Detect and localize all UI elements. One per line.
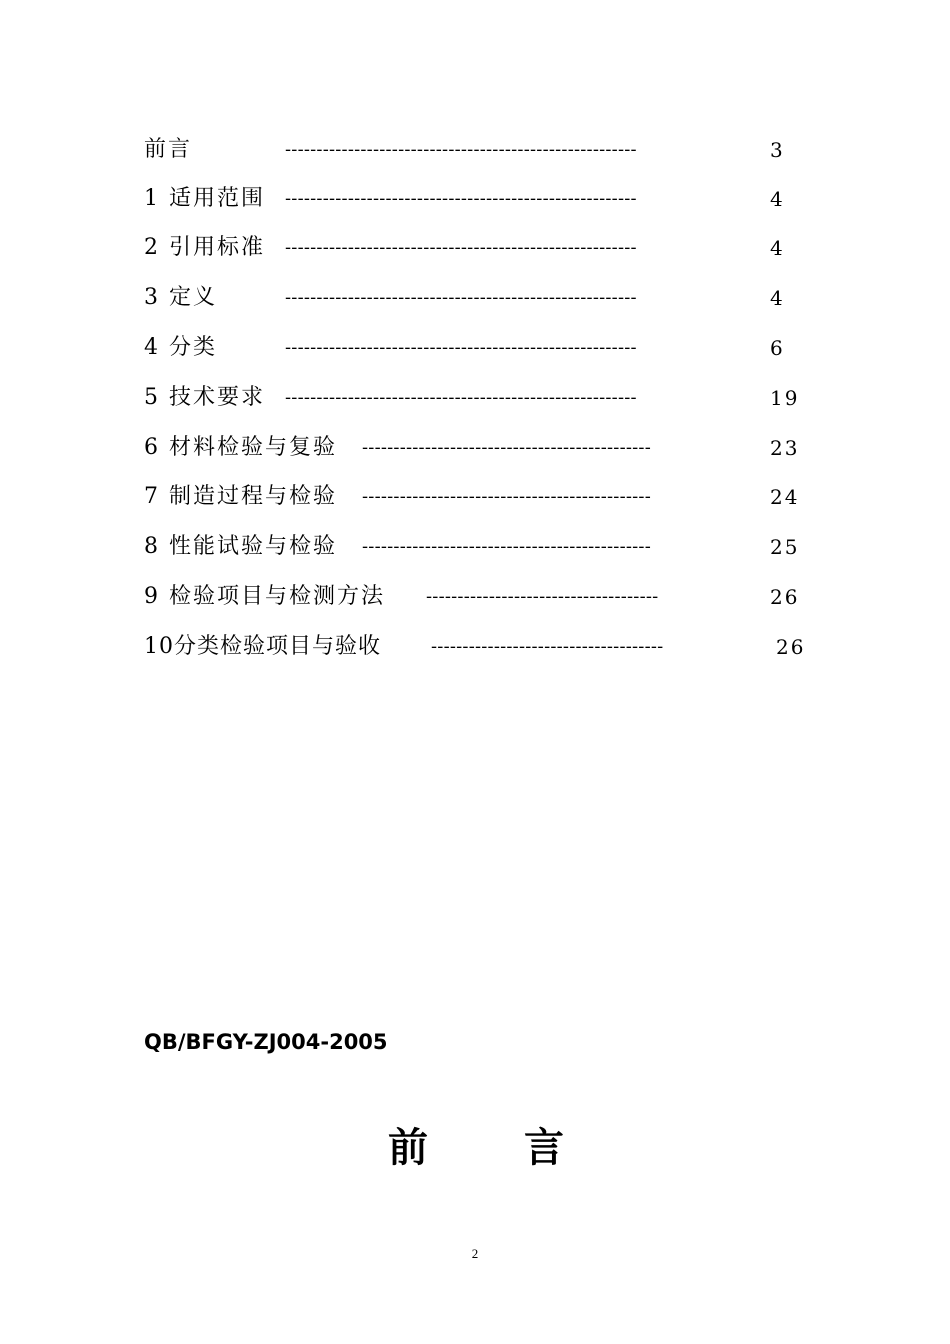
toc-entry-title: 4 分类 bbox=[144, 335, 217, 360]
page-number: 2 bbox=[471, 1246, 479, 1261]
toc-entry-performance-test[interactable] bbox=[0, 527, 950, 567]
toc-entry-inspection-items[interactable] bbox=[0, 577, 950, 617]
toc-leader-dots: ---------------------------------------------- bbox=[362, 486, 651, 507]
toc-entry-title: 8 性能试验与检验 bbox=[144, 534, 337, 559]
toc-entry-page: 26 bbox=[776, 635, 806, 659]
toc-entry-page: 4 bbox=[770, 286, 785, 310]
toc-entry-title: 2 引用标准 bbox=[144, 235, 265, 260]
toc-entry-classification[interactable] bbox=[0, 328, 950, 368]
toc-leader-dots: -------------------------------------------------------- bbox=[285, 139, 637, 160]
toc-leader-dots: -------------------------------------------------------- bbox=[285, 387, 637, 408]
toc-entry-page: 23 bbox=[770, 436, 800, 460]
toc-entry-manufacturing-process[interactable] bbox=[0, 477, 950, 517]
toc-leader-dots: ------------------------------------- bbox=[431, 636, 664, 657]
toc-entry-title: 10分类检验项目与验收 bbox=[144, 634, 381, 659]
toc-entry-title: 5 技术要求 bbox=[144, 385, 265, 410]
toc-entry-acceptance[interactable] bbox=[0, 627, 950, 667]
toc-entry-title: 1 适用范围 bbox=[144, 186, 265, 211]
toc-leader-dots: ------------------------------------- bbox=[426, 586, 659, 607]
toc-entry-material-inspection[interactable] bbox=[0, 428, 950, 468]
toc-leader-dots: -------------------------------------------------------- bbox=[285, 287, 637, 308]
toc-entry-scope[interactable] bbox=[0, 179, 950, 219]
document-code: QB/BFGY-ZJ004-2005 bbox=[144, 1030, 388, 1054]
toc-entry-title: 7 制造过程与检验 bbox=[144, 484, 337, 509]
toc-entry-page: 24 bbox=[770, 485, 800, 509]
toc-entry-page: 4 bbox=[770, 236, 785, 260]
toc-entry-references[interactable] bbox=[0, 228, 950, 268]
toc-entry-definitions[interactable] bbox=[0, 278, 950, 318]
toc-entry-page: 4 bbox=[770, 187, 785, 211]
toc-entry-page: 26 bbox=[770, 585, 800, 609]
toc-entry-page: 3 bbox=[770, 138, 785, 162]
toc-entry-title: 6 材料检验与复验 bbox=[144, 435, 337, 460]
toc-entry-title: 3 定义 bbox=[144, 285, 217, 310]
toc-leader-dots: -------------------------------------------------------- bbox=[285, 188, 637, 209]
toc-entry-title: 9 检验项目与检测方法 bbox=[144, 584, 385, 609]
toc-entry-title: 前言 bbox=[144, 137, 193, 162]
toc-leader-dots: ---------------------------------------------- bbox=[362, 437, 651, 458]
toc-leader-dots: -------------------------------------------------------- bbox=[285, 237, 637, 258]
toc-entry-page: 6 bbox=[770, 336, 785, 360]
toc-entry-foreword[interactable] bbox=[0, 130, 950, 170]
toc-entry-technical-requirements[interactable] bbox=[0, 378, 950, 418]
heading-char-right: 言 bbox=[524, 1124, 564, 1171]
heading-char-left: 前 bbox=[388, 1124, 428, 1171]
toc-entry-page: 25 bbox=[770, 535, 800, 559]
toc-leader-dots: ---------------------------------------------- bbox=[362, 536, 651, 557]
section-heading-foreword bbox=[0, 1118, 950, 1178]
toc-entry-page: 19 bbox=[770, 386, 800, 410]
toc-leader-dots: -------------------------------------------------------- bbox=[285, 337, 637, 358]
